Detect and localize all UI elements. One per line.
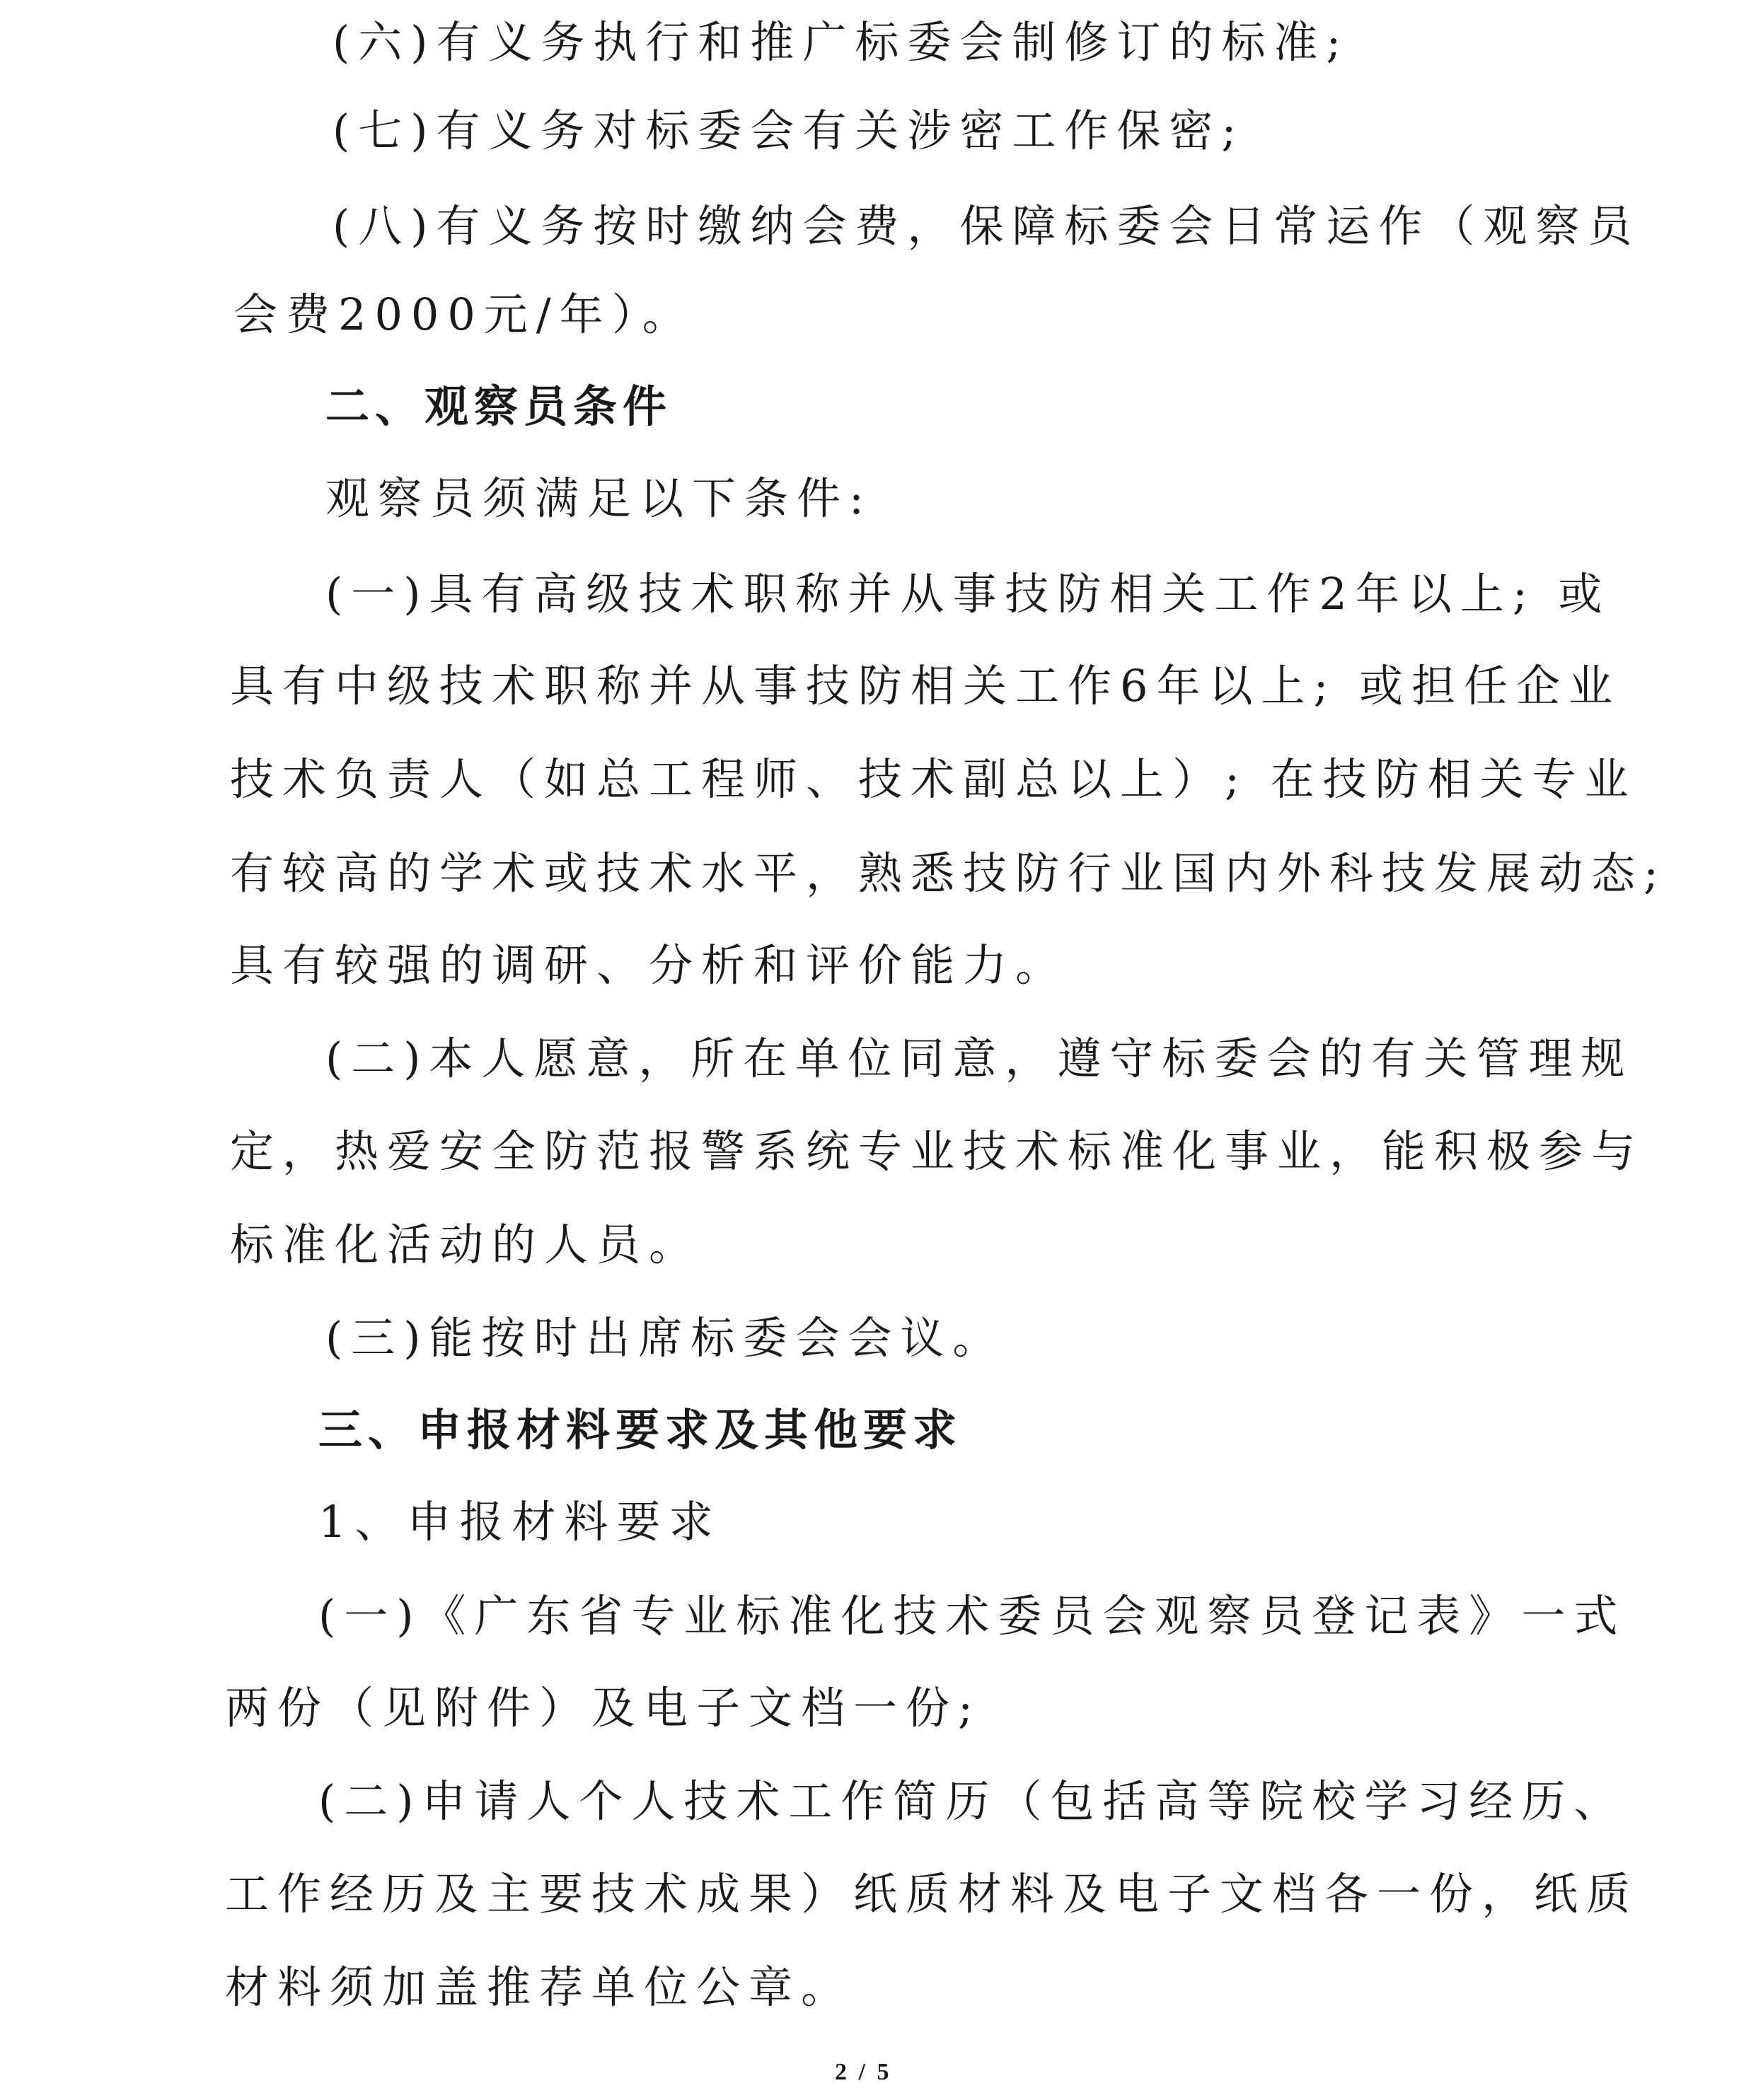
condition-1-line-4: 有较高的学术或技术水平，熟悉技防行业国内外科技发展动态; — [230, 847, 1667, 899]
obligation-item-7: (七)有义务对标委会有关涉密工作保密; — [333, 105, 1245, 156]
condition-3: (三)能按时出席标委会会议。 — [325, 1312, 1005, 1364]
material-2-line-2: 工作经历及主要技术成果）纸质材料及电子文档各一份，纸质 — [225, 1868, 1639, 1920]
condition-1-line-2: 具有中级技术职称并从事技防相关工作6年以上; 或担任企业 — [230, 660, 1622, 712]
material-2-line-3: 材料须加盖推荐单位公章。 — [225, 1961, 854, 2013]
condition-1-line-1: (一)具有高级技术职称并从事技防相关工作2年以上; 或 — [325, 568, 1611, 620]
page-number: 2 / 5 — [835, 2059, 892, 2085]
section-heading-materials: 三、申报材料要求及其他要求 — [318, 1404, 963, 1456]
material-2-line-1: (二)申请人个人技术工作简历（包括高等院校学习经历、 — [318, 1775, 1627, 1827]
material-1-line-1: (一)《广东省专业标准化技术委员会观察员登记表》一式 — [318, 1590, 1627, 1642]
condition-1-line-3: 技术负责人（如总工程师、技术副总以上）; 在技防相关专业 — [230, 753, 1637, 805]
obligation-item-8-cont: 会费2000元/年）。 — [233, 289, 695, 340]
condition-1-line-5: 具有较强的调研、分析和评价能力。 — [230, 939, 1068, 991]
condition-2-line-3: 标准化活动的人员。 — [230, 1219, 702, 1270]
section-heading-observer-conditions: 二、观察员条件 — [325, 381, 673, 432]
obligation-item-8: (八)有义务按时缴纳会费，保障标委会日常运作（观察员 — [333, 200, 1641, 252]
obligation-item-6: (六)有义务执行和推广标委会制修订的标准; — [333, 16, 1350, 68]
material-1-line-2: 两份（见附件）及电子文档一份; — [225, 1682, 981, 1734]
condition-2-line-2: 定，热爱安全防范报警系统专业技术标准化事业，能积极参与 — [230, 1125, 1644, 1177]
conditions-intro: 观察员须满足以下条件: — [325, 472, 872, 524]
condition-2-line-1: (二)本人愿意，所在单位同意，遵守标委会的有关管理规 — [325, 1033, 1634, 1084]
materials-subheading: 1、申报材料要求 — [318, 1496, 722, 1548]
